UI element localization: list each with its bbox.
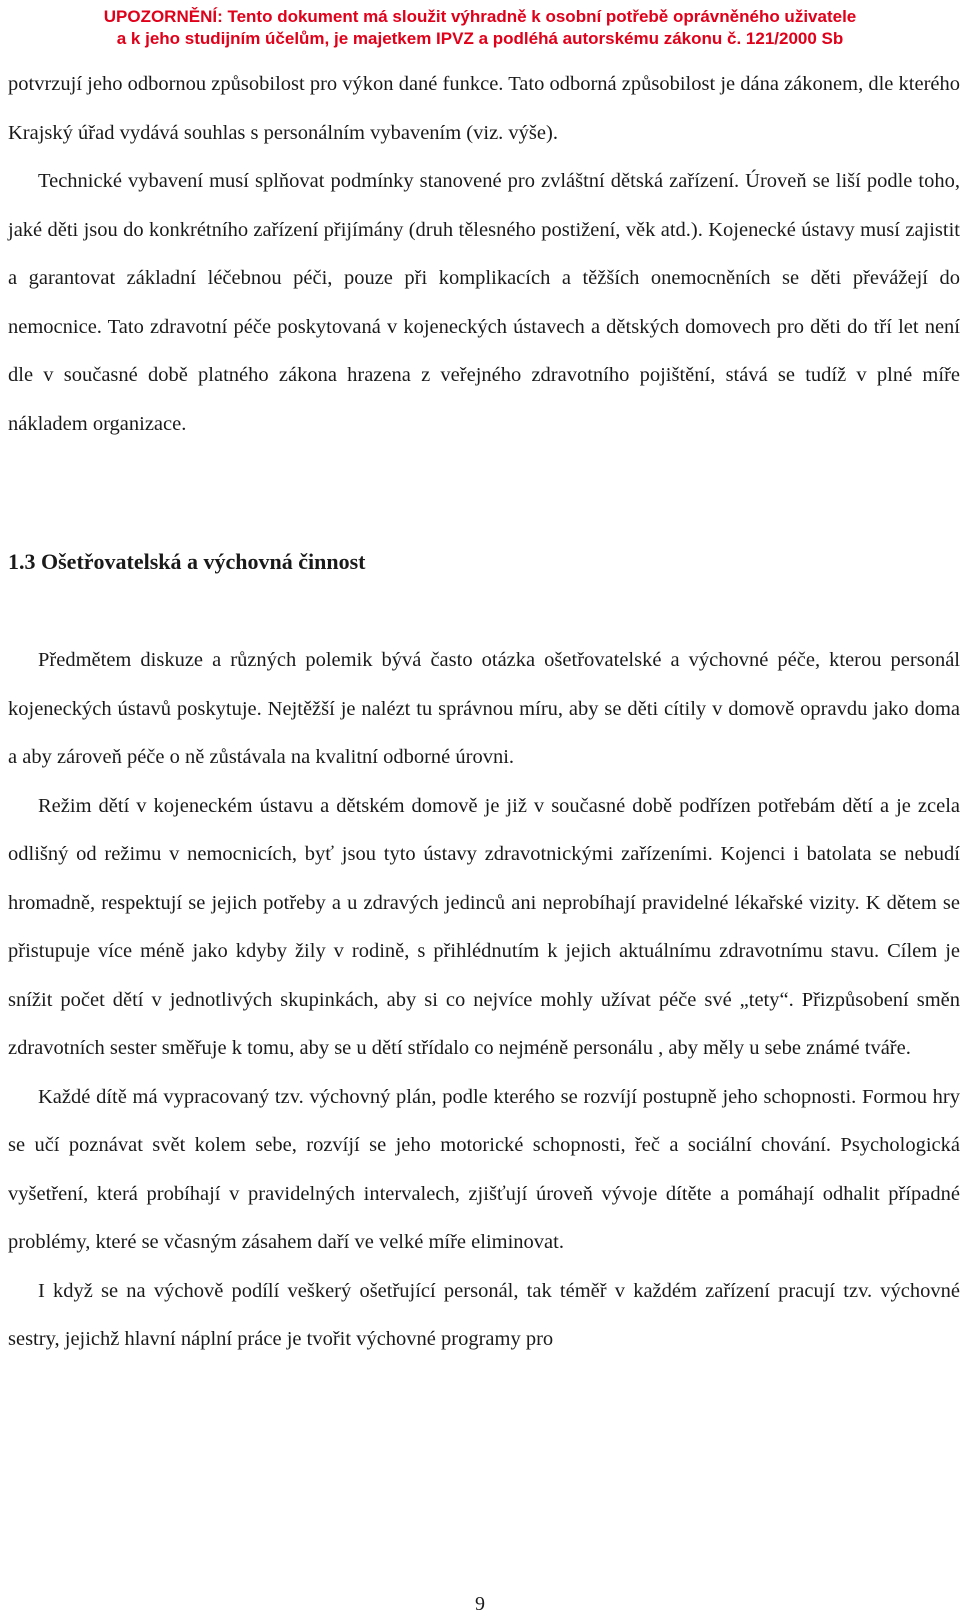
- paragraph-continuation: potvrzují jeho odbornou způsobilost pro výkon dané funkce. Tato odborná způsobilost je dána zákonem, dle kterého Krajský úřad vydává souhlas s personálním vybavením (viz. výše).: [8, 73, 960, 144]
- copyright-warning: [0, 6, 960, 50]
- paragraph-education-plan: Každé dítě má vypracovaný tzv. výchovný plán, podle kterého se rozvíjí postupně jeho schopnosti. Formou hry se učí poznávat svět kolem sebe, rozvíjí se jeho motorické schopnosti, řeč a sociální chování. Psychologická vyšetření, která probíhají v pravidelných intervalech, zjišťují úroveň vývoje dítěte a pomáhají odhalit případné problémy, které se včasným zásahem daří ve velké míře eliminovat.: [8, 1085, 960, 1253]
- paragraph-discussion: Předmětem diskuze a různých polemik bývá často otázka ošetřovatelské a výchovné péče, kterou personál kojeneckých ústavů poskytuje. Nejtěžší je nalézt tu správnou míru, aby se děti cítily v domově opravdu jako doma a aby zároveň péče o ně zůstávala na kvalitní odborné úrovni.: [8, 649, 960, 768]
- warning-line-1: UPOZORNĚNÍ: Tento dokument má sloužit výhradně k osobní potřebě oprávněného uživatele: [103, 7, 857, 26]
- paragraph-education-nurses: I když se na výchově podílí veškerý ošetřující personál, tak téměř v každém zařízení pracují tzv. výchovné sestry, jejichž hlavní náplní práce je tvořit výchovné programy pro: [8, 1279, 960, 1350]
- paragraph-technical-equipment: Technické vybavení musí splňovat podmínky stanovené pro zvláštní dětská zařízení. Úroveň se liší podle toho, jaké děti jsou do konkrétního zařízení přijímány (druh tělesného postižení, věk atd.). Kojenecké ústavy musí zajistit a garantovat základní léčebnou péči, pouze při komplikacích a těžších onemocněních se děti převážejí do nemocnice. Tato zdravotní péče poskytovaná v kojeneckých ústavech a dětských domovech pro děti do tří let není dle v současné době platného zákona hrazena z veřejného zdravotního pojištění, stává se tudíž v plné míře nákladem organizace.: [8, 170, 960, 435]
- section-text-block: [8, 636, 960, 1364]
- warning-line-2: a k jeho studijním účelům, je majetkem IPVZ a podléhá autorskému zákonu č. 121/2000 Sb: [116, 29, 844, 48]
- page-number: 9: [475, 1593, 485, 1615]
- top-text-block: [8, 60, 960, 448]
- section-heading: 1.3 Ošetřovatelská a výchovná činnost: [8, 549, 366, 574]
- paragraph-regime: Režim dětí v kojeneckém ústavu a dětském domově je již v současné době podřízen potřebám dětí a je zcela odlišný od režimu v nemocnicích, byť jsou tyto ústavy zdravotnickými zařízeními. Kojenci i batolata se nebudí hromadně, respektují se jejich potřeby a u zdravých jedinců ani neprobíhají pravidelné lékařské vizity. K dětem se přistupuje více méně jako kdyby žily v rodině, s přihlédnutím k jejich aktuálnímu zdravotnímu stavu. Cílem je snížit počet dětí v jednotlivých skupinkách, aby si co nejvíce mohly užívat péče své „tety“. Přizpůsobení směn zdravotních sester směřuje k tomu, aby se u dětí střídalo co nejméně personálu , aby měly u sebe známé tváře.: [8, 794, 960, 1059]
